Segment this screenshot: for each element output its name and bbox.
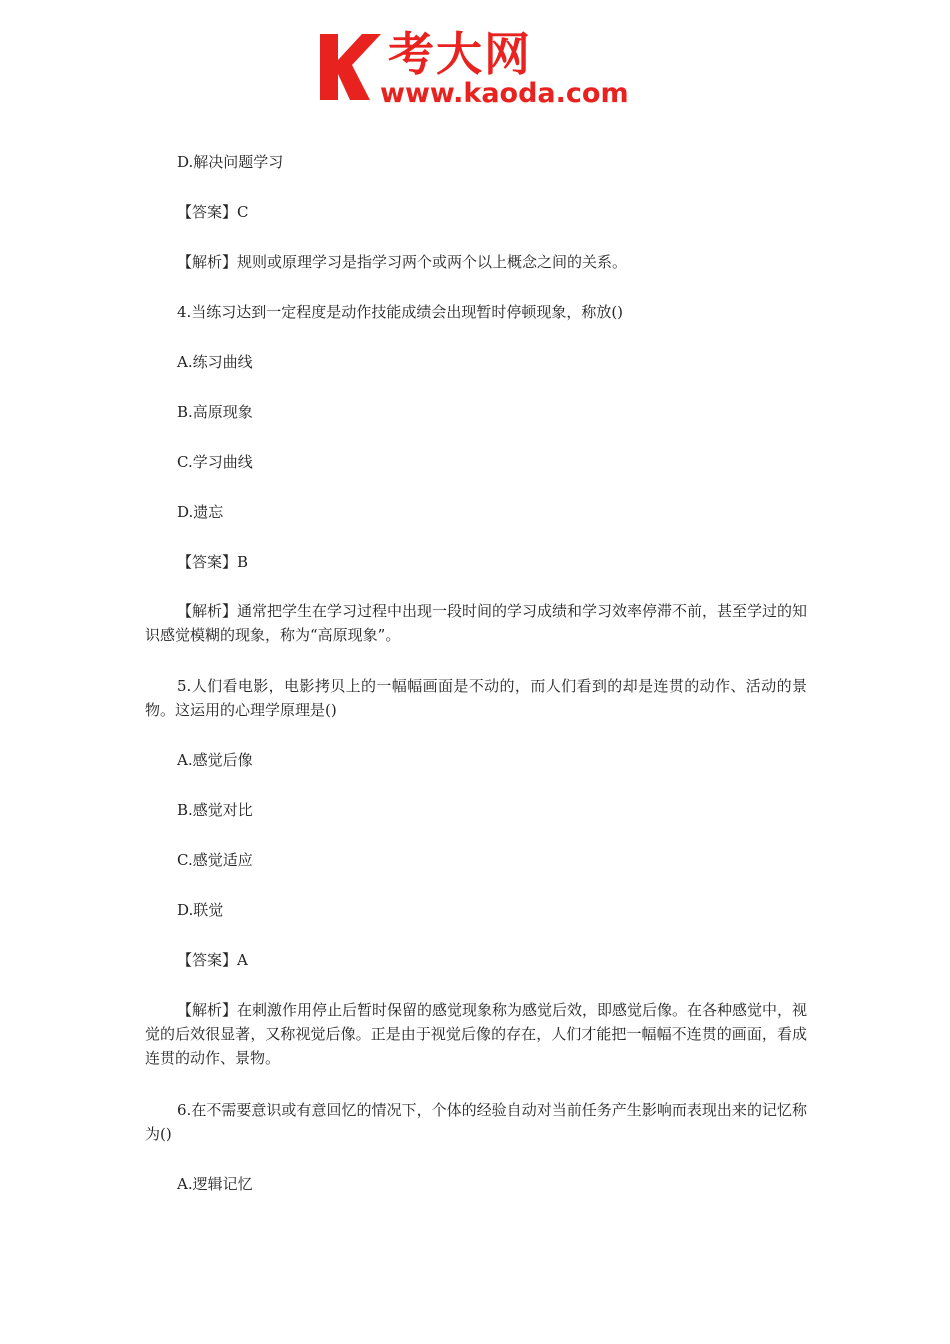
q5-option-c: C.感觉适应 (177, 851, 253, 869)
explanation-q3: 【解析】规则或原理学习是指学习两个或两个以上概念之间的关系。 (177, 253, 628, 271)
explanation-q4: 【解析】通常把学生在学习过程中出现一段时间的学习成绩和学习效率停滞不前，甚至学过的知识感觉模糊的现象，称为“高原现象”。 (145, 602, 808, 644)
logo-chinese-text: 考大网 (388, 27, 532, 81)
answer-q3: 【答案】C (177, 203, 249, 221)
q6-option-a: A.逻辑记忆 (177, 1175, 253, 1193)
q4-option-c: C.学习曲线 (177, 453, 253, 471)
question-5: 5.人们看电影，电影拷贝上的一幅幅画面是不动的，而人们看到的却是连贯的动作、活动的景物。这运用的心理学原理是() (145, 677, 807, 719)
logo-url-text: www.kaoda.com (380, 78, 629, 109)
k-logo-icon (318, 32, 382, 102)
explanation-q5: 【解析】在刺激作用停止后暂时保留的感觉现象称为感觉后效，即感觉后像。在各种感觉中，视觉的后效很显著，又称视觉后像。正是由于视觉后像的存在，人们才能把一幅幅不连贯的画面，看成连贯的动作、景物。 (145, 1001, 808, 1067)
kaoda-logo (318, 28, 648, 110)
answer-q4: 【答案】B (177, 553, 249, 571)
question-4: 4.当练习达到一定程度是动作技能成绩会出现暂时停顿现象，称放() (177, 303, 624, 321)
option-d-problem-solving: D.解决问题学习 (177, 153, 284, 171)
q5-option-a: A.感觉后像 (177, 751, 253, 769)
q5-option-d: D.联觉 (177, 901, 224, 919)
q4-option-b: B.高原现象 (177, 403, 253, 421)
question-6: 6.在不需要意识或有意回忆的情况下，个体的经验自动对当前任务产生影响而表现出来的记忆称为() (145, 1101, 807, 1143)
q4-option-d: D.遗忘 (177, 503, 224, 521)
q4-option-a: A.练习曲线 (177, 353, 253, 371)
answer-q5: 【答案】A (177, 951, 248, 969)
q5-option-b: B.感觉对比 (177, 801, 253, 819)
